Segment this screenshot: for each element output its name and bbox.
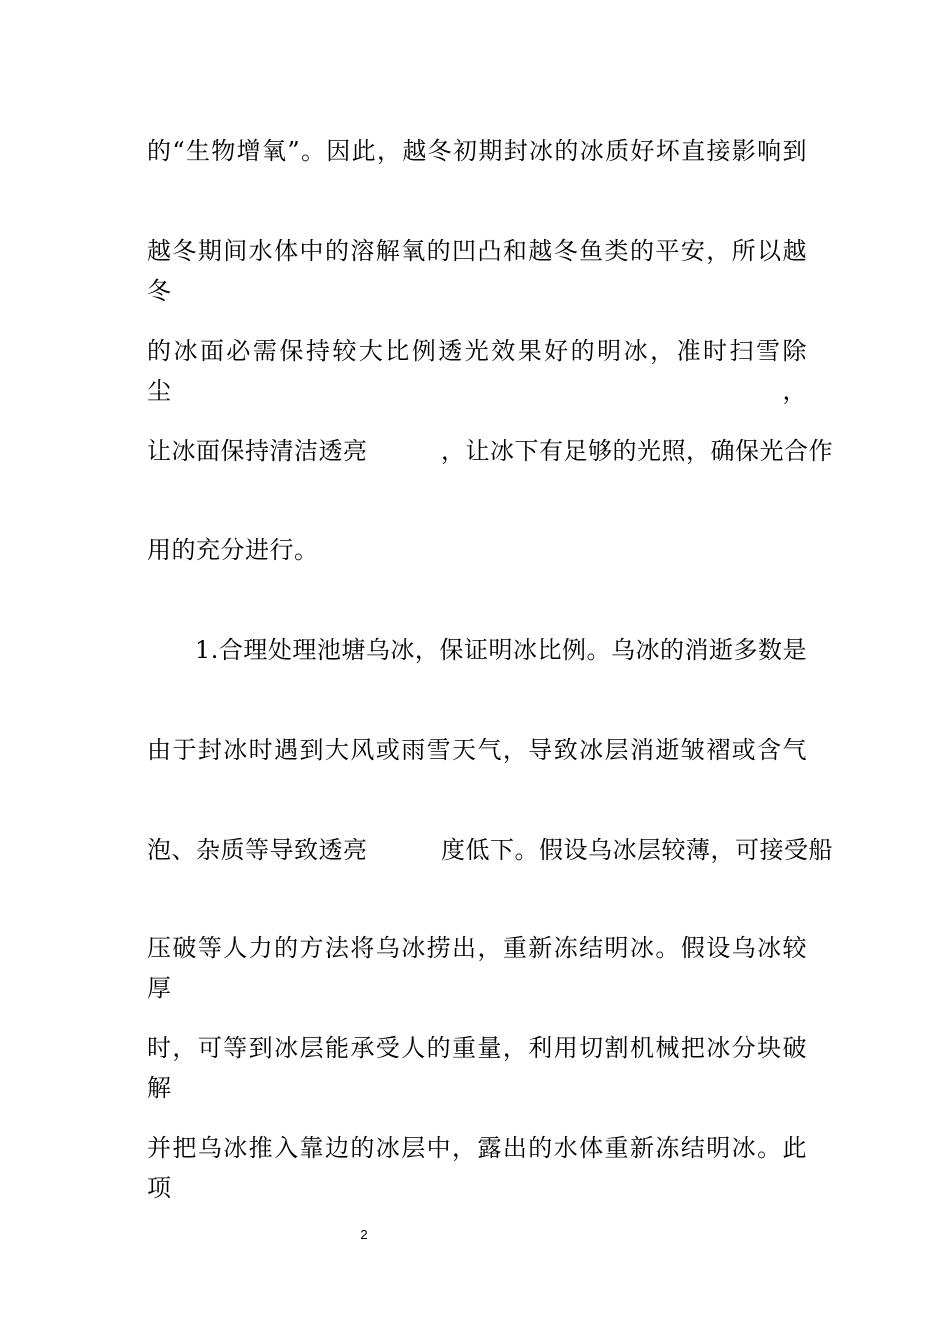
text-line: 由于封冰时遇到大风或雨雪天气，导致冰层消逝皱褶或含气 (147, 736, 807, 764)
text-line: 的“生物增氧”。因此，越冬初期封冰的冰质好坏直接影响到 (147, 137, 807, 165)
page-number: 2 (360, 1227, 368, 1242)
text-line: 的冰面必需保持较大比例透光效果好的明冰，准时扫雪除尘， (147, 337, 807, 405)
text-line: 并把乌冰推入靠边的冰层中，露出的水体重新冻结明冰。此项 (147, 1134, 807, 1202)
text-line: 用的充分进行。 (147, 536, 319, 564)
text-line: 1.合理处理池塘乌冰，保证明冰比例。乌冰的消逝多数是 (195, 636, 807, 664)
text-line: 时，可等到冰层能承受人的重量，利用切割机械把冰分块破解 (147, 1034, 807, 1102)
text-line: 泡、杂质等导致透亮 度低下。假设乌冰层较薄，可接受船 (147, 836, 833, 864)
text-line: 压破等人力的方法将乌冰捞出，重新冻结明冰。假设乌冰较厚 (147, 934, 807, 1002)
text-line: 越冬期间水体中的溶解氧的凹凸和越冬鱼类的平安，所以越冬 (147, 237, 807, 305)
text-line: 让冰面保持清洁透亮 ，让冰下有足够的光照，确保光合作 (147, 437, 833, 465)
